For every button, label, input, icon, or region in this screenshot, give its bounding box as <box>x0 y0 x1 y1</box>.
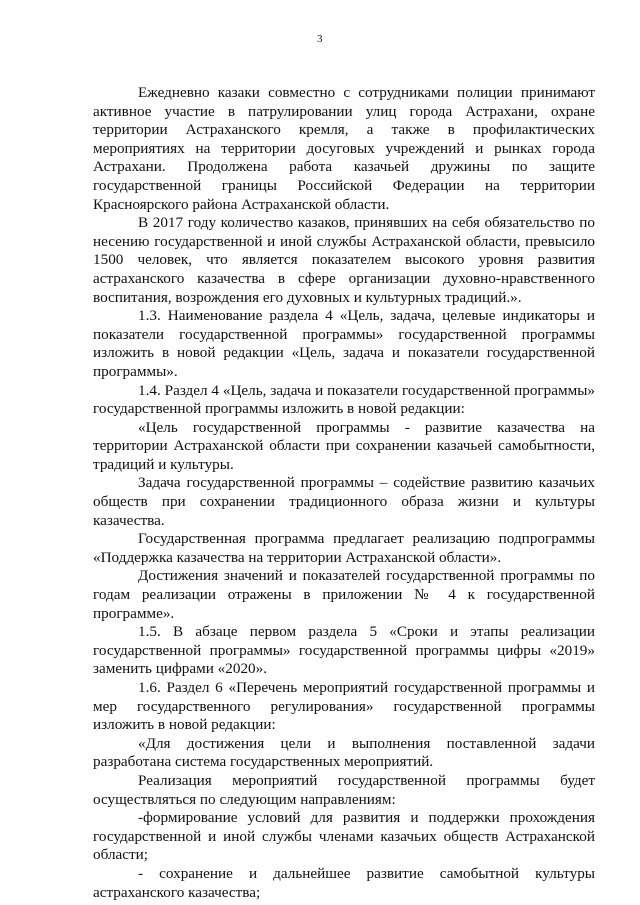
paragraph: Государственная программа предлагает реализацию подпрограммы «Поддержка казачества на территории Астраханской области». <box>93 530 595 566</box>
page-number: 3 <box>317 33 323 45</box>
paragraph: 1.4. Раздел 4 «Цель, задача и показатели государственной программы» государственной программы изложить в новой редакции: <box>93 381 595 418</box>
paragraph: -формирование условий для развития и поддержки прохождения государственной и иной службы членами казачьих обществ Астраханской области; <box>93 809 595 864</box>
paragraph: 1.6. Раздел 6 «Перечень мероприятий государственной программы и мер государственного регулирования» государственной программы изложить в новой редакции: <box>93 679 595 734</box>
paragraph: Задача государственной программы – содействие развитию казачьих обществ при сохранении традиционного образа жизни и культуры казачества. <box>93 474 595 529</box>
paragraph: - сохранение и дальнейшее развитие самобытной культуры астраханского казачества; <box>93 864 595 901</box>
document-body <box>93 84 595 902</box>
paragraph: «Цель государственной программы - развитие казачества на территории Астраханской области при сохранении казачьей самобытности, традиций и культуры. <box>93 418 595 473</box>
paragraph: В 2017 году количество казаков, принявших на себя обязательство по несению государственной и иной службы Астраханской области, превысило 1500 человек, что является показателем высокого уровня развития астраханского казачества в сфере организации духовно-нравственного воспитания, возрождения его духовных и культурных традиций.». <box>93 214 595 306</box>
paragraph: Достижения значений и показателей государственной программы по годам реализации отражены в приложении № 4 к государственной программе». <box>93 567 595 622</box>
paragraph: Реализация мероприятий государственной программы будет осуществляться по следующим направлениям: <box>93 771 595 808</box>
paragraph: 1.5. В абзаце первом раздела 5 «Сроки и этапы реализации государственной программы» государственной программы цифры «2019» заменить цифрами «2020». <box>93 623 595 678</box>
paragraph: 1.3. Наименование раздела 4 «Цель, задача, целевые индикаторы и показатели государственной программы» государственной программы изложить в новой редакции «Цель, задача и показатели государственной программы». <box>93 307 595 380</box>
paragraph: «Для достижения цели и выполнения поставленной задачи разработана система государственных мероприятий. <box>93 734 595 771</box>
paragraph: Ежедневно казаки совместно с сотрудниками полиции принимают активное участие в патрулировании улиц города Астрахани, охране территории Астраханского кремля, а также в профилактических мероприятиях на территории досуговых учреждений и рынках города Астрахани. Продолжена работа казачьей дружины по защите государственной границы Российской Федерации на территории Красноярского района Астраханской области. <box>93 84 595 213</box>
